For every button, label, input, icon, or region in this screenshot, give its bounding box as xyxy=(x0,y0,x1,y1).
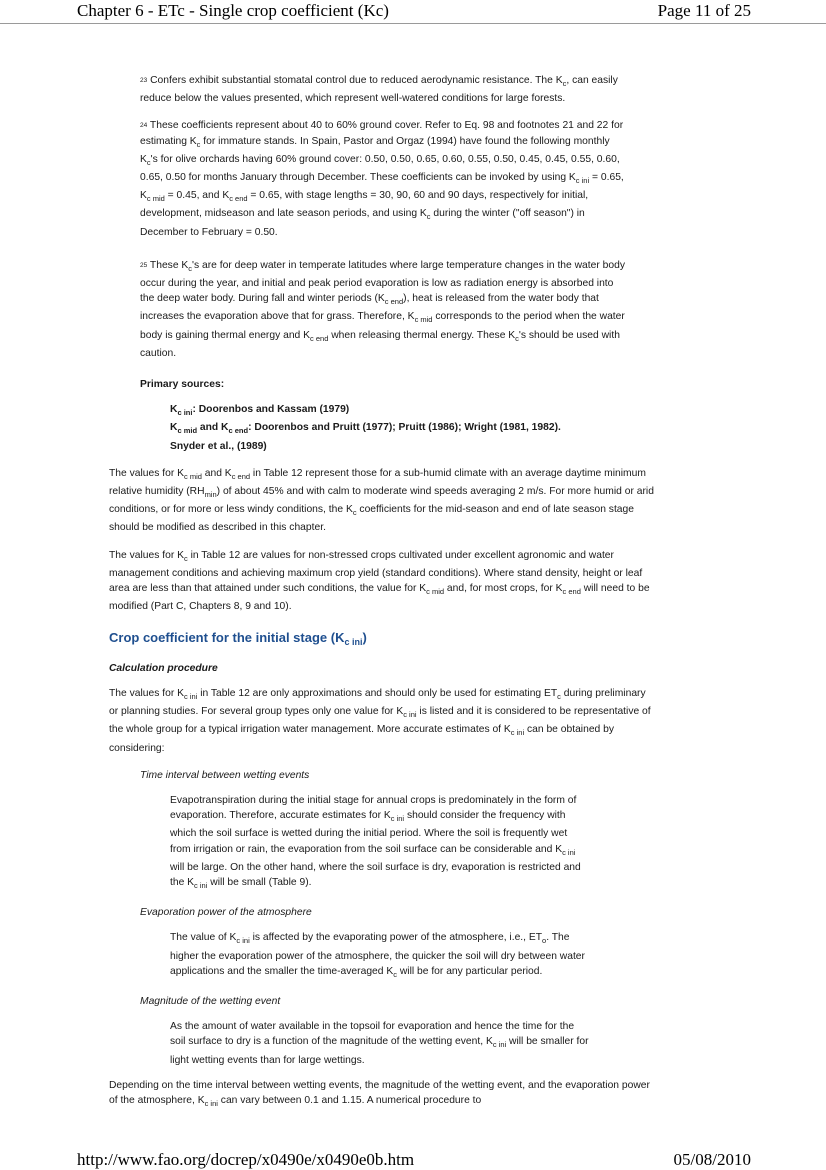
page-footer-date: 05/08/2010 xyxy=(673,1150,751,1169)
text: in Table 12 are only approximations and should only be used for estimating ET xyxy=(197,687,558,699)
section-heading xyxy=(109,630,654,650)
text: will be large. On the other hand, where the soil surface is dry, evaporation is restricted and the K xyxy=(170,861,581,888)
text: can vary between 0.1 and 1.15. A numerical procedure to xyxy=(217,1094,482,1106)
text: and, for most crops, for K xyxy=(444,583,563,595)
subscript: c mid xyxy=(414,315,433,325)
paragraph-kc-ini-intro xyxy=(109,686,654,756)
text: Evapotranspiration during the initial stage for annual crops is predominately in the form of evaporation. Therefore, accurate estimates for K xyxy=(170,794,577,822)
subscript: c end xyxy=(562,587,581,597)
subscript: c ini xyxy=(194,880,208,890)
text: during preliminary or planning studies. For several group types only one value for K xyxy=(109,687,646,718)
text: Confers exhibit substantial stomatal control due to reduced aerodynamic resistance. The K xyxy=(150,75,563,86)
subscript: c xyxy=(196,139,201,149)
subscript: c xyxy=(352,508,357,518)
subheading-time-interval: Time interval between wetting events xyxy=(140,769,310,781)
paragraph-kc-ini-range xyxy=(109,1078,654,1111)
text: The values for K xyxy=(109,549,184,561)
primary-source-kc-ini xyxy=(170,402,590,420)
text: . The higher the evaporation power of the atmosphere, the quicker the soil will dry between water applications and the smaller the time-averaged K xyxy=(170,932,585,977)
subscript: c end xyxy=(229,194,248,204)
subscript: c ini xyxy=(492,1040,507,1050)
subscript: c mid xyxy=(426,587,445,597)
subscript: c xyxy=(557,691,561,701)
text: for immature stands. In Spain, Pastor and Orgaz (1994) have found the following monthly K xyxy=(140,135,610,165)
page-footer-url: http://www.fao.org/docrep/x0490e/x0490e0b.htm xyxy=(77,1150,415,1169)
text: = 0.45, and K xyxy=(164,190,230,202)
subscript: c xyxy=(562,79,567,88)
text: The values for K xyxy=(109,467,184,479)
text: during the winter ("off season") in December to February = 0.50. xyxy=(140,208,585,238)
text: The value of K xyxy=(170,932,237,944)
text: and K xyxy=(197,422,229,434)
subscript: min xyxy=(204,490,217,500)
text: These coefficients represent about 40 to 60% ground cover. Refer to Eq. 98 and footnotes 21 and 22 for estimating K xyxy=(140,120,624,147)
footnote-number: 25 xyxy=(140,261,148,269)
subheading-wetting-magnitude: Magnitude of the wetting event xyxy=(140,995,281,1007)
subscript: c ini xyxy=(236,936,250,946)
subscript: c end xyxy=(310,333,329,343)
paragraph-kc-mid-end xyxy=(109,466,654,536)
subscript: c ini xyxy=(177,408,193,418)
subscript: c ini xyxy=(510,728,525,738)
footnote-24 xyxy=(140,118,626,239)
subscript: c end xyxy=(228,426,249,436)
text: will be for any particular period. xyxy=(396,965,543,977)
text: 's for olive orchards having 60% ground cover: 0.50, 0.50, 0.65, 0.60, 0.55, 0.50, 0.45, 0.45, 0.55, 0.60, 0.65, 0.50 for months January through December. These coefficients can be invoked by using K xyxy=(140,153,620,184)
subscript: c ini xyxy=(575,176,590,186)
text: K xyxy=(170,422,178,434)
subscript: c xyxy=(183,553,188,563)
text: coefficients for the mid-season and end of late season stage should be modified as described in this chapter. xyxy=(109,504,634,534)
subscript: c ini xyxy=(344,637,363,648)
text: ), heat is released from the water body that increases the evaporation above that for grass. Therefore, K xyxy=(140,293,599,323)
text: = 0.65, K xyxy=(140,172,624,202)
paragraph-kc-non-stressed xyxy=(109,548,654,615)
subscript: c ini xyxy=(183,691,198,701)
text: will be small (Table 9). xyxy=(207,876,312,888)
paragraph-time-interval xyxy=(170,793,590,893)
subscript: c ini xyxy=(562,847,576,857)
text: K xyxy=(170,404,178,416)
calculation-procedure-heading: Calculation procedure xyxy=(109,662,218,674)
text: Depending on the time interval between wetting events, the magnitude of the wetting event, and the evaporation power of the atmosphere, K xyxy=(109,1079,650,1106)
subscript: c ini xyxy=(403,710,417,720)
subscript: c xyxy=(146,157,151,167)
paragraph-evaporation-power xyxy=(170,930,590,982)
primary-source-kc-mid-end xyxy=(170,420,590,453)
subscript: c ini xyxy=(390,814,405,824)
footnote-25 xyxy=(140,258,626,361)
primary-sources-title: Primary sources: xyxy=(140,379,225,391)
text: ) of about 45% and with calm to moderate wind speeds averaging 2 m/s. For more humid or arid conditions, or for more or less windy conditions, the K xyxy=(109,486,654,516)
text: should consider the frequency with which the soil surface is wetted during the initial period. Where the soil is frequently wet from irrigation or rain, the evaporation from the soil surface can be considerable and K xyxy=(170,810,568,855)
subscript: c xyxy=(393,969,397,979)
paragraph-wetting-magnitude xyxy=(170,1019,590,1068)
text: : Doorenbos and Pruitt (1977); Pruitt (1986); Wright (1981, 1982). Snyder et al., (1989) xyxy=(170,422,561,452)
subscript: c xyxy=(515,333,519,343)
page-header-title: Chapter 6 - ETc - Single crop coefficient (Kc) xyxy=(77,1,389,20)
text: As the amount of water available in the topsoil for evaporation and hence the time for the soil surface to dry is a function of the magnitude of the wetting event, K xyxy=(170,1021,575,1048)
text: will need to be modified (Part C, Chapters 8, 9 and 10). xyxy=(109,583,650,613)
text: : Doorenbos and Kassam (1979) xyxy=(192,404,350,416)
footnote-number: 24 xyxy=(140,122,148,130)
text: 's should be used with caution. xyxy=(140,329,620,359)
text: = 0.65, with stage lengths = 30, 90, 60 and 90 days, respectively for initial, development, midseason and late season periods, and using K xyxy=(140,190,589,220)
subheading-evaporation-power: Evaporation power of the atmosphere xyxy=(140,907,312,919)
text: ) xyxy=(362,630,367,646)
footnote-number: 23 xyxy=(140,77,148,84)
text: is affected by the evaporating power of the atmosphere, i.e., ET xyxy=(249,932,543,944)
text: can be obtained by considering: xyxy=(109,724,615,754)
subscript: c mid xyxy=(177,426,198,436)
text: corresponds to the period when the water body is gaining thermal energy and K xyxy=(140,311,625,341)
subscript: c xyxy=(188,263,193,273)
primary-sources-list xyxy=(170,402,590,454)
text: Crop coefficient for the initial stage (K xyxy=(109,630,345,646)
subscript: c xyxy=(426,212,431,222)
subscript: c end xyxy=(231,471,251,481)
text: in Table 12 are values for non-stressed crops cultivated under excellent agronomic and water management conditions and achieving maximum crop yield (standard conditions). Where stand density, height or leaf area are less than that attained under such conditions, the value for K xyxy=(109,549,643,595)
header-divider xyxy=(0,23,826,24)
text: will be smaller for light wetting events than for large wettings. xyxy=(170,1036,589,1066)
text: when releasing thermal energy. These K xyxy=(328,329,516,341)
text: , can easily reduce below the values presented, which represent well-watered conditions for large forests. xyxy=(140,75,618,105)
text: These K xyxy=(149,259,189,271)
subscript: c ini xyxy=(204,1098,218,1108)
subscript: o xyxy=(542,936,547,946)
footnote-23 xyxy=(140,73,626,106)
text: is listed and it is considered to be representative of the whole group for a typical irrigation water management. More accurate estimates of K xyxy=(109,706,651,736)
text: 's are for deep water in temperate latitudes where large temperature changes in the water body occur during the year, and initial and peak period evaporation is low as radiation energy is absorbed into the deep water body. During fall and winter periods (K xyxy=(140,259,625,305)
subscript: c mid xyxy=(183,471,202,481)
text: and K xyxy=(201,467,232,479)
document-body xyxy=(109,73,654,1111)
page-number: Page 11 of 25 xyxy=(657,1,751,20)
subscript: c mid xyxy=(146,194,165,204)
text: The values for K xyxy=(109,687,184,699)
text: in Table 12 represent those for a sub-humid climate with an average daytime minimum relative humidity (RH xyxy=(109,467,646,498)
subscript: c end xyxy=(384,297,404,307)
